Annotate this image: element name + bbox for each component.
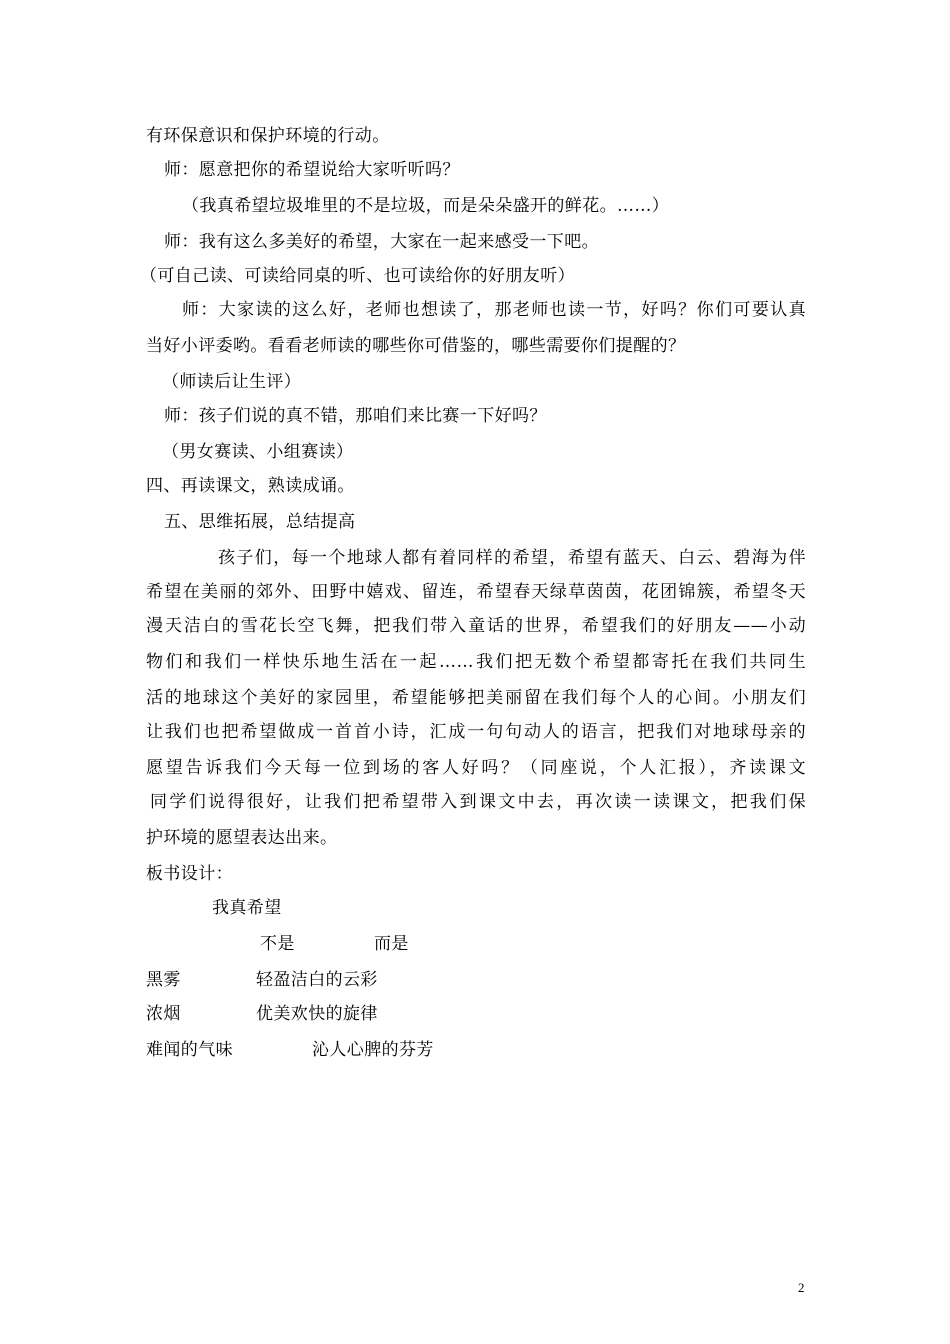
text-line-6: 师：大家读的这么好，老师也想读了，那老师也读一节，好吗？你们可要认真 xyxy=(182,300,806,320)
board-row-left: 浓烟 xyxy=(146,1004,181,1024)
text-line-8: （师读后让生评） xyxy=(162,372,302,392)
board-row-right: 沁人心脾的芬芳 xyxy=(312,1040,434,1060)
board-design-heading: 板书设计： xyxy=(146,864,233,884)
text-line-4: 师：我有这么多美好的希望，大家在一起来感受一下吧。 xyxy=(164,232,599,252)
text-line-2: 师：愿意把你的希望说给大家听听吗？ xyxy=(164,160,460,180)
paragraph-line-5: 活的地球这个美好的家园里，希望能够把美丽留在我们每个人的心间。小朋友们 xyxy=(146,688,806,708)
paragraph-line-1: 孩子们，每一个地球人都有着同样的希望，希望有蓝天、白云、碧海为伴 xyxy=(218,548,806,568)
paragraph-line-7: 愿望告诉我们今天每一位到场的客人好吗？（同座说，个人汇报），齐读课文 xyxy=(146,758,806,778)
text-line-9: 师：孩子们说的真不错，那咱们来比赛一下好吗？ xyxy=(164,406,547,426)
board-row-right: 优美欢快的旋律 xyxy=(256,1004,378,1024)
text-line-1: 有环保意识和保护环境的行动。 xyxy=(146,126,390,146)
board-row-left: 黑雾 xyxy=(146,970,181,990)
paragraph-line-8: 同学们说得很好，让我们把希望带入到课文中去，再次读一读课文，把我们保 xyxy=(150,792,806,812)
text-line-10: （男女赛读、小组赛读） xyxy=(162,442,354,462)
text-line-7: 当好小评委哟。看看老师读的哪些你可借鉴的，哪些需要你们提醒的？ xyxy=(146,336,686,356)
board-column-but: 而是 xyxy=(374,934,409,954)
board-title: 我真希望 xyxy=(212,898,282,918)
paragraph-line-2: 希望在美丽的郊外、田野中嬉戏、留连，希望春天绿草茵茵，花团锦簇，希望冬天 xyxy=(146,582,806,602)
section-heading-4: 四、再读课文，熟读成诵。 xyxy=(146,476,355,496)
text-line-5: （可自己读、可读给同桌的听、也可读给你的好朋友听） xyxy=(140,266,575,286)
board-row-left: 难闻的气味 xyxy=(146,1040,233,1060)
paragraph-line-3: 漫天洁白的雪花长空飞舞，把我们带入童话的世界，希望我们的好朋友——小动 xyxy=(146,616,806,636)
paragraph-line-4: 物们和我们一样快乐地生活在一起……我们把无数个希望都寄托在我们共同生 xyxy=(146,652,806,672)
section-heading-5: 五、思维拓展，总结提高 xyxy=(164,512,356,532)
paragraph-line-6: 让我们也把希望做成一首首小诗，汇成一句句动人的语言，把我们对地球母亲的 xyxy=(146,722,806,742)
paragraph-line-9: 护环境的愿望表达出来。 xyxy=(146,828,338,848)
board-column-not: 不是 xyxy=(260,934,295,954)
text-line-3: （我真希望垃圾堆里的不是垃圾，而是朵朵盛开的鲜花。……） xyxy=(182,196,670,216)
board-row-right: 轻盈洁白的云彩 xyxy=(256,970,378,990)
page-number: 2 xyxy=(798,1280,805,1295)
